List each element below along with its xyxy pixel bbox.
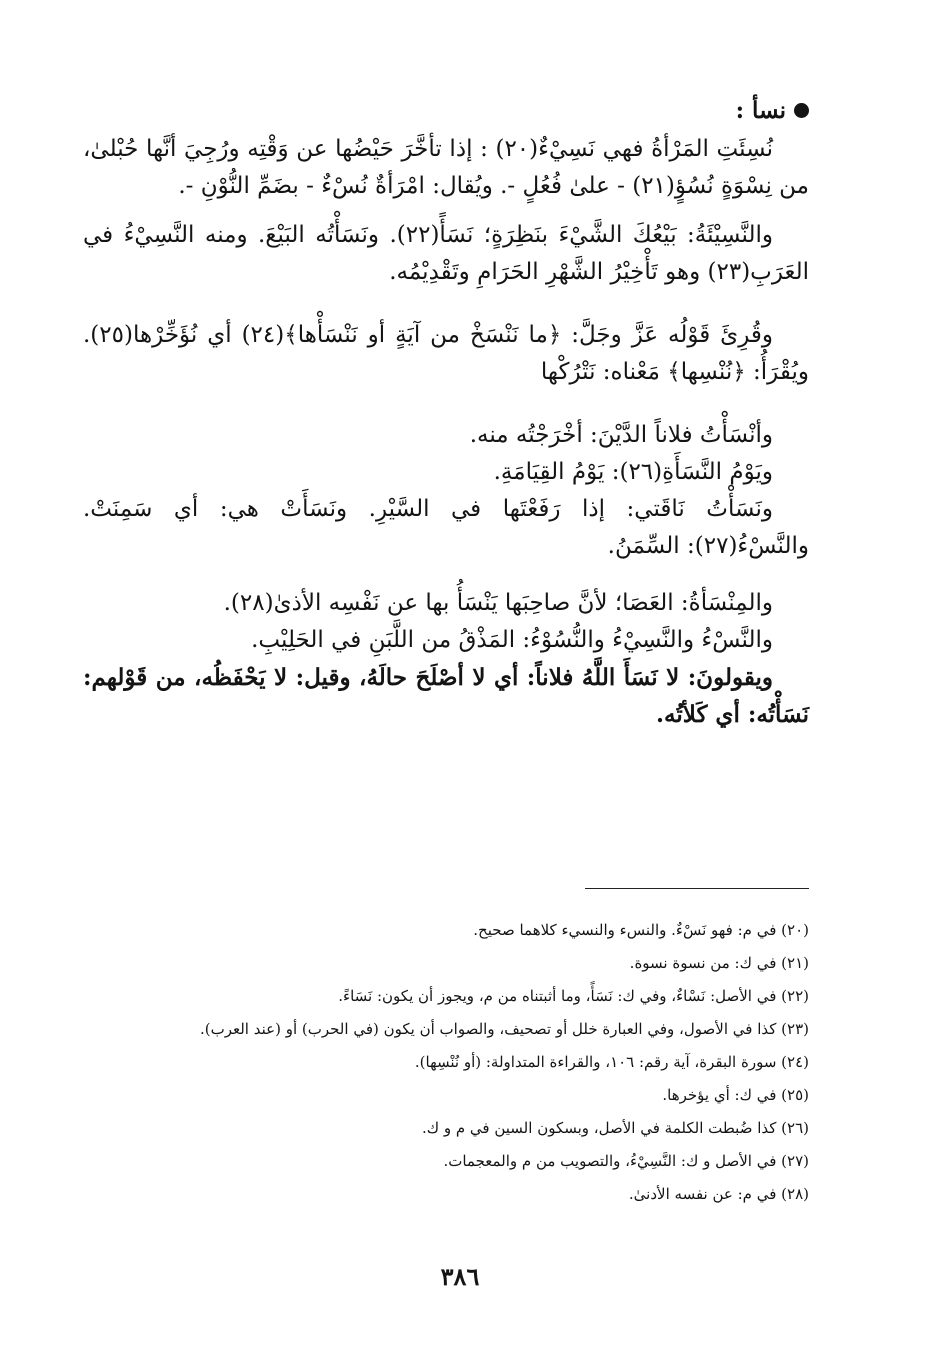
- footnote: (٢٨) في م: عن نفسه الأدنىٰ.: [628, 1185, 809, 1203]
- footnote: (٢٢) في الأصل: نَسْاءٌ، وفي ك: نَسَأً، وما أثبتناه من م، ويجوز أن يكون: نَسَاءً.: [338, 987, 809, 1005]
- footnote: (٢٠) في م: فهو نَسْءٌ. والنسء والنسيء كلاهما صحيح.: [473, 921, 809, 939]
- paragraph: وأنْسَأْتُ فلاناً الدَّيْنَ: أخْرَجْتُه منه.: [469, 422, 773, 448]
- paragraph: والمِنْسَأةُ: العَصَا؛ لأنَّ صاحِبَها يَنْسَأُ بها عن نَفْسِه الأذىٰ(٢٨).: [223, 590, 773, 616]
- footnotes: [83, 914, 809, 1211]
- page-number: ٣٨٦: [440, 1262, 480, 1291]
- footnote: (٢٧) في الأصل و ك: النَّسِيْءُ، والتصويب من م والمعجمات.: [443, 1152, 809, 1170]
- headword: نسأ :: [735, 97, 786, 124]
- footnote: (٢٤) سورة البقرة، آية رقم: ١٠٦، والقراءة المتداولة: (أو نُنْسِها).: [414, 1053, 809, 1071]
- footnote: (٢١) في ك: من نسوة نسوة.: [629, 954, 809, 972]
- paragraph: والنَّسِيْئَةُ: بَيْعُكَ الشَّيْءَ بنَظِرَةٍ؛ نَسَأً(٢٢). ونَسَأْتُه البَيْعَ. ومنه النَّسِيْءُ في العَرَبِ(٢٣) وهو تَأْخِيْرُ الشَّهْرِ الحَرَامِ وتَقْدِيْمُه.: [83, 222, 809, 285]
- footnote-separator: [585, 888, 809, 889]
- entry-heading: [83, 92, 809, 129]
- paragraph: ويَوْمُ النَّسَأَةِ(٢٦): يَوْمُ القِيَامَةِ.: [493, 459, 773, 485]
- paragraph: ونَسَأْتُ نَاقَتي: إذا رَفَعْتَها في السَّيْرِ. ونَسَأَتْ هي: أي سَمِنَتْ. والنَّسْءُ(٢٧): السِّمَنُ.: [83, 496, 809, 559]
- paragraph: والنَّسْءُ والنَّسِيْءُ والنُّسُوْءُ: المَذْقُ من اللَّبَنِ في الحَلِيْبِ.: [251, 627, 773, 653]
- paragraph: وقُرِئَ قَوْلُه عَزَّ وجَلَّ: ﴿ما نَنْسَخْ من آيَةٍ أو نَنْسَأْها﴾(٢٤) أي نُؤَخِّرْها(٢٥). ويُقْرَأُ: ﴿نُنْسِها﴾ مَعْناه: نَتْرُكْها: [83, 322, 809, 385]
- paragraph: ويقولونَ: لا نَسَأَ اللَّهُ فلاناً: أي لا أصْلَحَ حالَهُ، وقيل: لا يَحْفَظُه، من قَوْلهم: نَسَأْتُه: أي كَلأتُه.: [83, 664, 809, 728]
- main-text: [83, 92, 809, 733]
- paragraph: نُسِئَتِ المَرْأةُ فهي نَسِيْءٌ(٢٠) : إذا تأخَّرَ حَيْضُها عن وَقْتِه ورُجِيَ أنَّها حُبْلىٰ، من نِسْوَةٍ نُسُؤٍ(٢١) - علىٰ فُعُلٍ -. ويُقال: امْرَأةٌ نُسْءٌ - بضَمِّ النُّوْنِ -.: [83, 136, 809, 199]
- footnote: (٢٣) كذا في الأصول، وفي العبارة خلل أو تصحيف، والصواب أن يكون (في الحرب) أو (عند العرب).: [199, 1020, 809, 1038]
- bullet-icon: [794, 103, 809, 118]
- footnote: (٢٥) في ك: أي يؤخرها.: [662, 1086, 809, 1104]
- footnote: (٢٦) كذا ضُبطت الكلمة في الأصل، وبسكون السين في م و ك.: [421, 1119, 809, 1137]
